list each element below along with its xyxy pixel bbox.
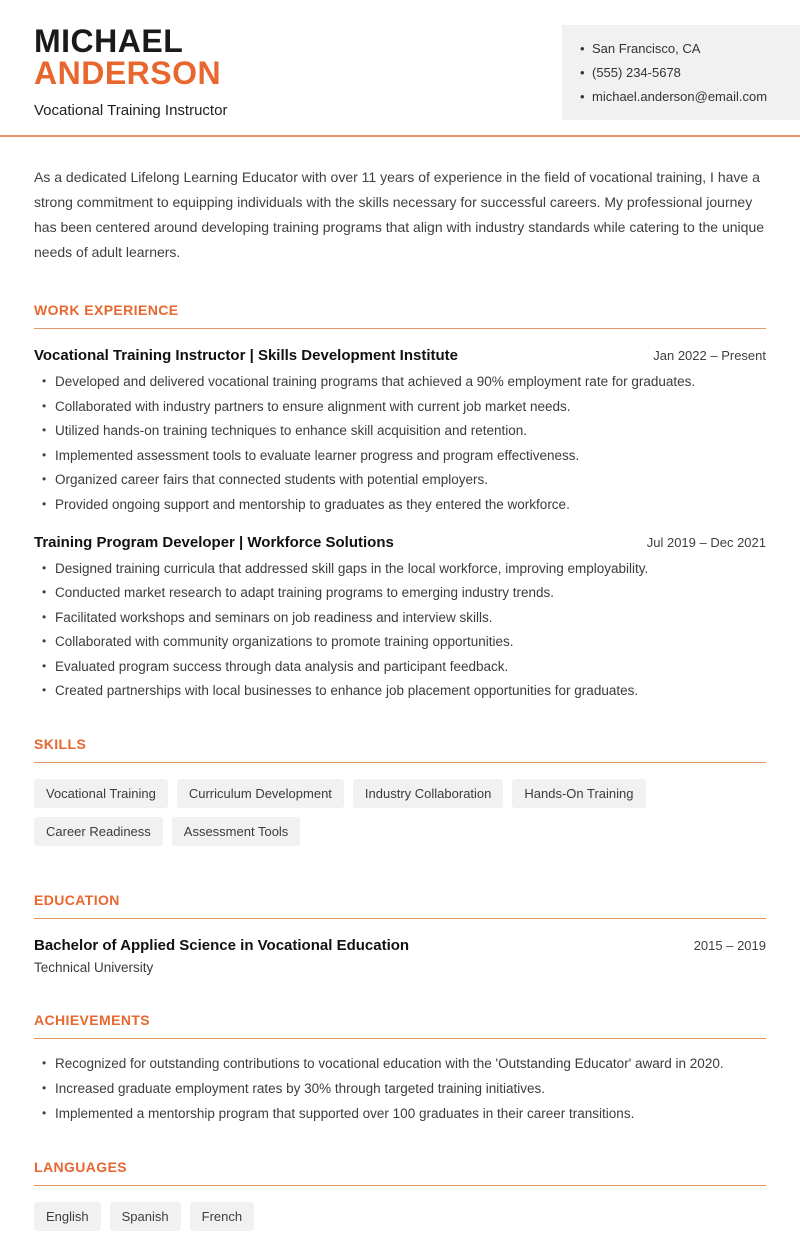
skill-tag: Curriculum Development <box>177 779 344 808</box>
job-bullet: • Evaluated program success through data analysis and participant feedback. <box>42 659 766 675</box>
job-bullet: • Facilitated workshops and seminars on job readiness and interview skills. <box>42 610 766 626</box>
achievement-bullet: • Recognized for outstanding contributions to vocational education with the 'Outstanding Educator' award in 2020. <box>42 1056 766 1072</box>
job-bullet: • Conducted market research to adapt training programs to emerging industry trends. <box>42 585 766 601</box>
education-degree: Bachelor of Applied Science in Vocational Education <box>34 937 410 954</box>
job-bullet: • Implemented assessment tools to evaluate learner progress and program effectiveness. <box>42 448 766 464</box>
last-name: ANDERSON <box>34 55 222 91</box>
job-bullet: • Collaborated with community organizations to promote training opportunities. <box>42 634 766 650</box>
languages-heading: LANGUAGES <box>34 1159 766 1186</box>
language-tag: French <box>190 1202 254 1231</box>
section-work-experience <box>34 302 766 699</box>
achievement-bullet: • Increased graduate employment rates by 30% through targeted training initiatives. <box>42 1081 766 1097</box>
work-experience-heading: WORK EXPERIENCE <box>34 302 766 329</box>
first-name: MICHAEL <box>34 23 184 59</box>
header-divider <box>0 135 800 137</box>
contact-item: • michael.anderson@email.com <box>580 89 790 104</box>
achievements-bullet-list <box>34 1056 766 1122</box>
job-title: Vocational Training Instructor | Skills Development Institute <box>34 347 458 364</box>
education-heading: EDUCATION <box>34 892 766 919</box>
skills-heading: SKILLS <box>34 736 766 763</box>
job-bullet: • Organized career fairs that connected students with potential employers. <box>42 472 766 488</box>
contact-list <box>580 41 790 104</box>
job-dates: Jan 2022 – Present <box>653 348 766 363</box>
section-achievements <box>34 1012 766 1122</box>
job-bullet-list <box>34 561 766 700</box>
job-header <box>34 347 766 364</box>
job-bullet: • Developed and delivered vocational training programs that achieved a 90% employment rate for graduates. <box>42 374 766 390</box>
skill-tag: Assessment Tools <box>172 817 301 846</box>
job-bullet: • Collaborated with industry partners to ensure alignment with current job market needs. <box>42 399 766 415</box>
job-bullet: • Created partnerships with local businesses to enhance job placement opportunities for graduates. <box>42 683 766 699</box>
job-entry <box>34 347 766 513</box>
education-dates: 2015 – 2019 <box>693 938 766 953</box>
job-bullet: • Utilized hands-on training techniques to enhance skill acquisition and retention. <box>42 423 766 439</box>
contact-box <box>562 25 800 120</box>
education-entry <box>34 937 766 975</box>
section-languages <box>34 1159 766 1240</box>
resume-header <box>0 0 800 119</box>
section-education <box>34 892 766 975</box>
section-skills <box>34 736 766 855</box>
skill-tag: Career Readiness <box>34 817 163 846</box>
languages-tag-list <box>34 1202 766 1240</box>
job-entry <box>34 534 766 700</box>
header-job-title: Vocational Training Instructor <box>34 102 228 119</box>
achievements-heading: ACHIEVEMENTS <box>34 1012 766 1039</box>
job-title: Training Program Developer | Workforce Solutions <box>34 533 394 551</box>
skill-tag: Industry Collaboration <box>353 779 503 808</box>
skills-tag-list <box>34 779 766 855</box>
achievement-bullet: • Implemented a mentorship program that supported over 100 graduates in their career transitions. <box>42 1106 766 1122</box>
education-header <box>34 937 766 954</box>
language-tag: Spanish <box>110 1202 181 1231</box>
language-tag: English <box>34 1202 101 1231</box>
job-bullet: • Designed training curricula that addressed skill gaps in the local workforce, improving employability. <box>42 561 766 577</box>
skill-tag: Hands-On Training <box>512 779 645 808</box>
summary-paragraph: As a dedicated Lifelong Learning Educator with over 11 years of experience in the field of vocational training, I have a strong commitment to equipping individuals with the skills necessary for successful careers. My professional journey has been centered around developing training programs that align with industry standards while catering to the unique needs of adult learners. <box>34 169 765 260</box>
name-block <box>34 25 227 119</box>
education-school: Technical University <box>34 960 154 975</box>
job-dates: Jul 2019 – Dec 2021 <box>646 534 766 550</box>
contact-item: • (555) 234-5678 <box>580 65 790 80</box>
job-header <box>34 534 766 551</box>
skill-tag: Vocational Training <box>34 779 168 808</box>
contact-item: • San Francisco, CA <box>580 41 790 56</box>
job-bullet-list <box>34 374 766 513</box>
job-bullet: • Provided ongoing support and mentorship to graduates as they entered the workforce. <box>42 497 766 513</box>
